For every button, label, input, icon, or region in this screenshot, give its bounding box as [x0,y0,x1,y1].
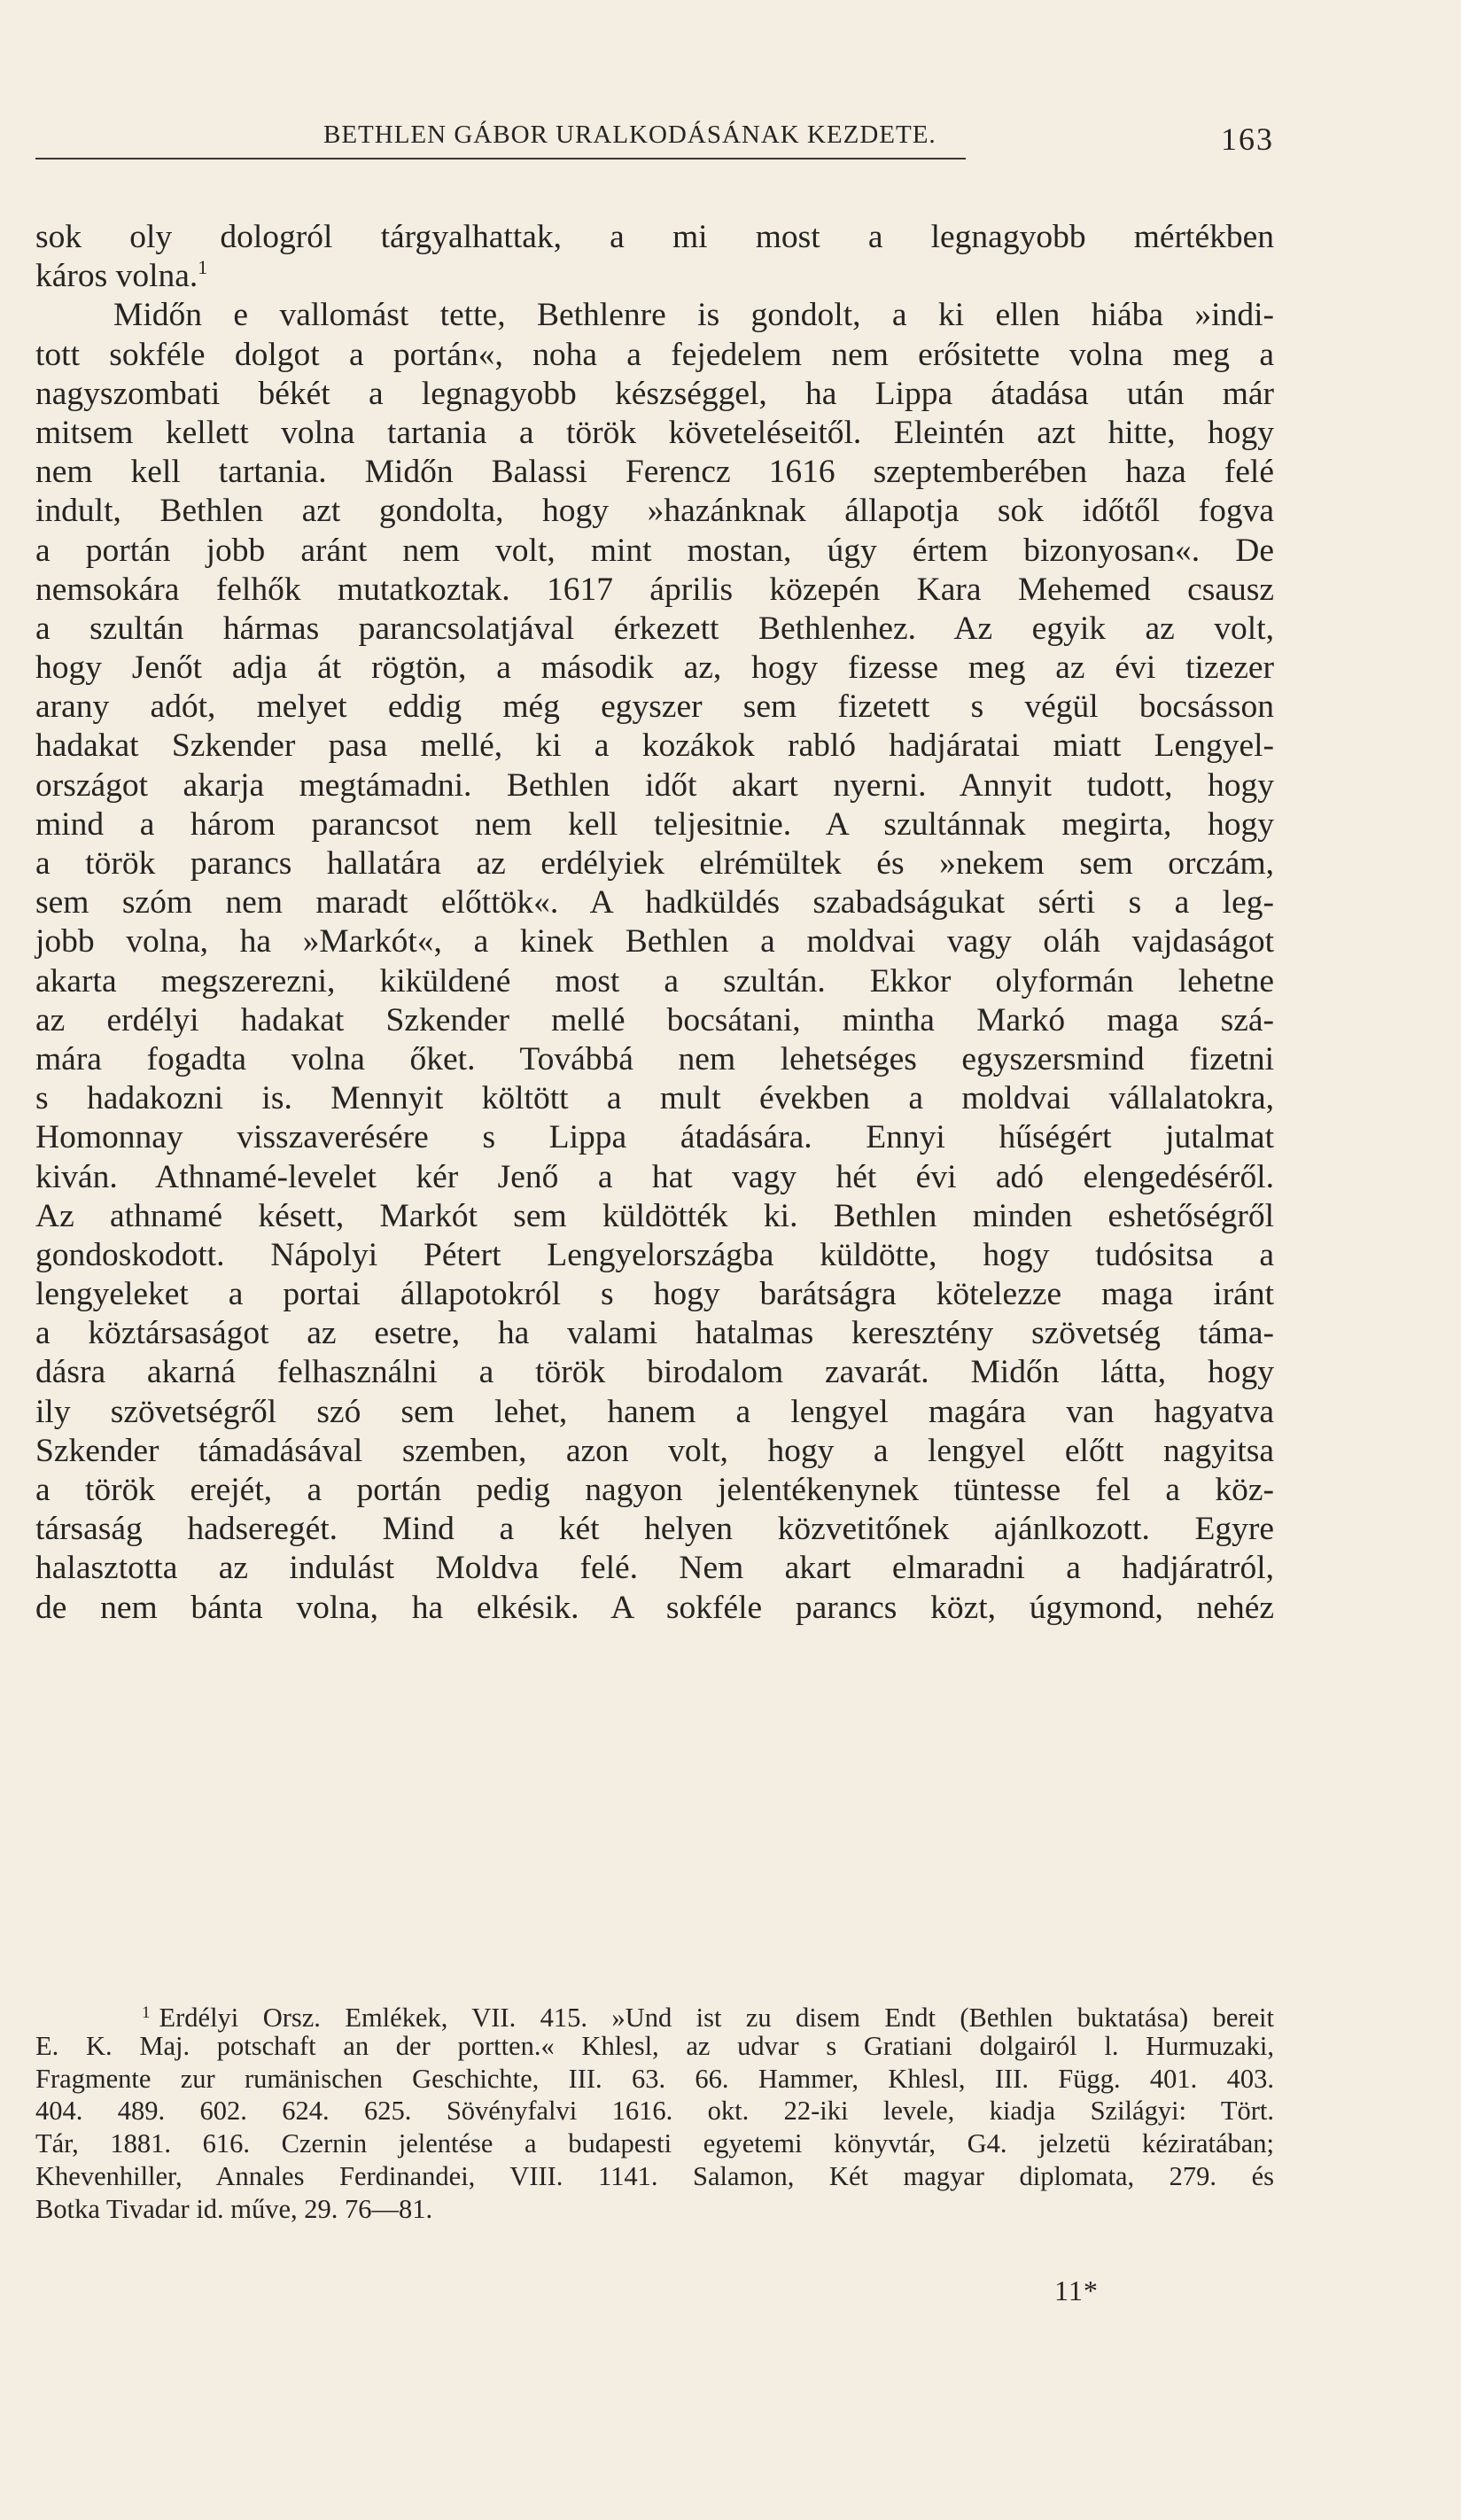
text-line: nemsokára felhők mutatkoztak. 1617 április közepén Kara Mehemed csausz [35,571,1274,608]
header-rule [35,158,966,159]
text-line: Az athnamé késett, Markót sem küldötték ki. Bethlen minden eshetőségről [35,1197,1274,1234]
footnote-line: Fragmente zur rumänischen Geschichte, III. 63. 66. Hammer, Khlesl, III. Függ. 401. 403. [35,2063,1274,2094]
text-line: társaság hadseregét. Mind a két helyen közvetitőnek ajánlkozott. Egyre [35,1511,1274,1548]
running-title: BETHLEN GÁBOR URALKODÁSÁNAK KEZDETE. [323,121,936,149]
text-line: gondoskodott. Nápolyi Pétert Lengyelországba küldötte, hogy tudósitsa a [35,1236,1274,1273]
text-line: jobb volna, ha »Markót«, a kinek Bethlen a moldvai vagy oláh vajdaságot [35,923,1274,961]
footnote-line: 404. 489. 602. 624. 625. Sövényfalvi 1616. okt. 22-iki levele, kiadja Szilágyi: Tört. [35,2096,1274,2127]
footnote-line: Khevenhiller, Annales Ferdinandei, VIII. 1141. Salamon, Két magyar diplomata, 279. és [35,2160,1274,2191]
footnote-reference: 1 [198,256,208,279]
body-text [35,218,1274,1628]
text-line: Homonnay visszaverésére s Lippa átadására. Ennyi hűségért jutalmat [35,1119,1274,1156]
text-line: a török erejét, a portán pedig nagyon jelentékenynek tüntesse fel a köz- [35,1472,1274,1508]
text-line: tott sokféle dolgot a portán«, noha a fejedelem nem erősitette volna meg a [35,336,1274,373]
footnote-mark: 1 [142,2003,151,2022]
text-line: de nem bánta volna, ha elkésik. A sokféle parancs közt, úgymond, nehéz [35,1589,1274,1626]
text-line: mitsem kellett volna tartania a török követeléseitől. Eleintén azt hitte, hogy [35,414,1274,451]
text-line: sem szóm nem maradt előttök«. A hadküldés szabadságukat sérti s a leg- [35,884,1274,922]
text-line: arany adót, melyet eddig még egyszer sem fizetett s végül bocsásson [35,688,1274,726]
text-line: s hadakozni is. Mennyit költött a mult években a moldvai vállalatokra, [35,1080,1274,1117]
text-line: akarta megszerezni, kiküldené most a szultán. Ekkor olyformán lehetne [35,962,1274,999]
footnote-line: Tár, 1881. 616. Czernin jelentése a budapesti egyetemi könyvtár, G4. jelzetü kéziratában; [35,2128,1274,2159]
text-line: nem kell tartania. Midőn Balassi Ferencz 1616 szeptemberében haza felé [35,454,1274,491]
text-line: indult, Bethlen azt gondolta, hogy »hazánknak állapotja sok időtől fogva [35,493,1274,530]
text-line: dásra akarná felhasználni a török birodalom zavarát. Midőn látta, hogy [35,1354,1274,1391]
footnote-line [35,1997,1274,2033]
text-line: a török parancs hallatára az erdélyiek elrémültek és »nekem sem orczám, [35,845,1274,882]
footnote-line: Botka Tivadar id. műve, 29. 76—81. [35,2193,433,2224]
text-line: országot akarja megtámadni. Bethlen időt akart nyerni. Annyit tudott, hogy [35,766,1274,804]
text-line: sok oly dologról tárgyalhattak, a mi most a legnagyobb mértékben [35,219,1274,255]
text-line [35,257,1274,296]
text-line: ily szövetségről szó sem lehet, hanem a lengyel magára van hagyatva [35,1393,1274,1430]
footnote-line: E. K. Maj. potschaft an der portten.« Khlesl, az udvar s Gratiani dolgairól l. Hurmuzaki, [35,2030,1274,2061]
text-line: a portán jobb aránt nem volt, mint mostan, úgy értem bizonyosan«. De [35,532,1274,569]
signature-mark: 11* [1054,2275,1099,2306]
page-number: 163 [1221,121,1274,157]
text-line: a köztársaságot az esetre, ha valami hatalmas keresztény szövetség táma- [35,1315,1274,1352]
text-line: hogy Jenőt adja át rögtön, a második az, hogy fizesse meg az évi tizezer [35,649,1274,687]
text-line: Midőn e vallomást tette, Bethlenre is gondolt, a ki ellen hiába »indi- [113,297,1274,334]
text-line: Szkender támadásával szemben, azon volt, hogy a lengyel előtt nagyitsa [35,1432,1274,1469]
text-line: kiván. Athnamé-levelet kér Jenő a hat vagy hét évi adó elengedéséről. [35,1158,1274,1195]
text-line: hadakat Szkender pasa mellé, ki a kozákok rabló hadjáratai miatt Lengyel- [35,727,1274,765]
text-line: a szultán hármas parancsolatjával érkezett Bethlenhez. Az egyik az volt, [35,610,1274,647]
text-line: mind a három parancsot nem kell teljesitnie. A szultánnak megirta, hogy [35,805,1274,843]
footnote-text: Erdélyi Orsz. Emlékek, VII. 415. »Und ist zu disem Endt (Bethlen buktatása) bereit [159,2003,1274,2033]
text-line: lengyeleket a portai állapotokról s hogy barátságra kötelezze maga iránt [35,1276,1274,1313]
footnotes [35,1997,1274,2226]
running-head [35,113,1274,167]
text-line: mára fogadta volna őket. Továbbá nem lehetséges egyszersmind fizetni [35,1040,1274,1077]
text-line: halasztotta az indulást Moldva felé. Nem akart elmaradni a hadjáratról, [35,1550,1274,1587]
text-line: nagyszombati békét a legnagyobb készséggel, ha Lippa átadása után már [35,375,1274,412]
text-line-content: káros volna. [35,258,198,295]
text-line: az erdélyi hadakat Szkender mellé bocsátani, mintha Markó maga szá- [35,1001,1274,1038]
